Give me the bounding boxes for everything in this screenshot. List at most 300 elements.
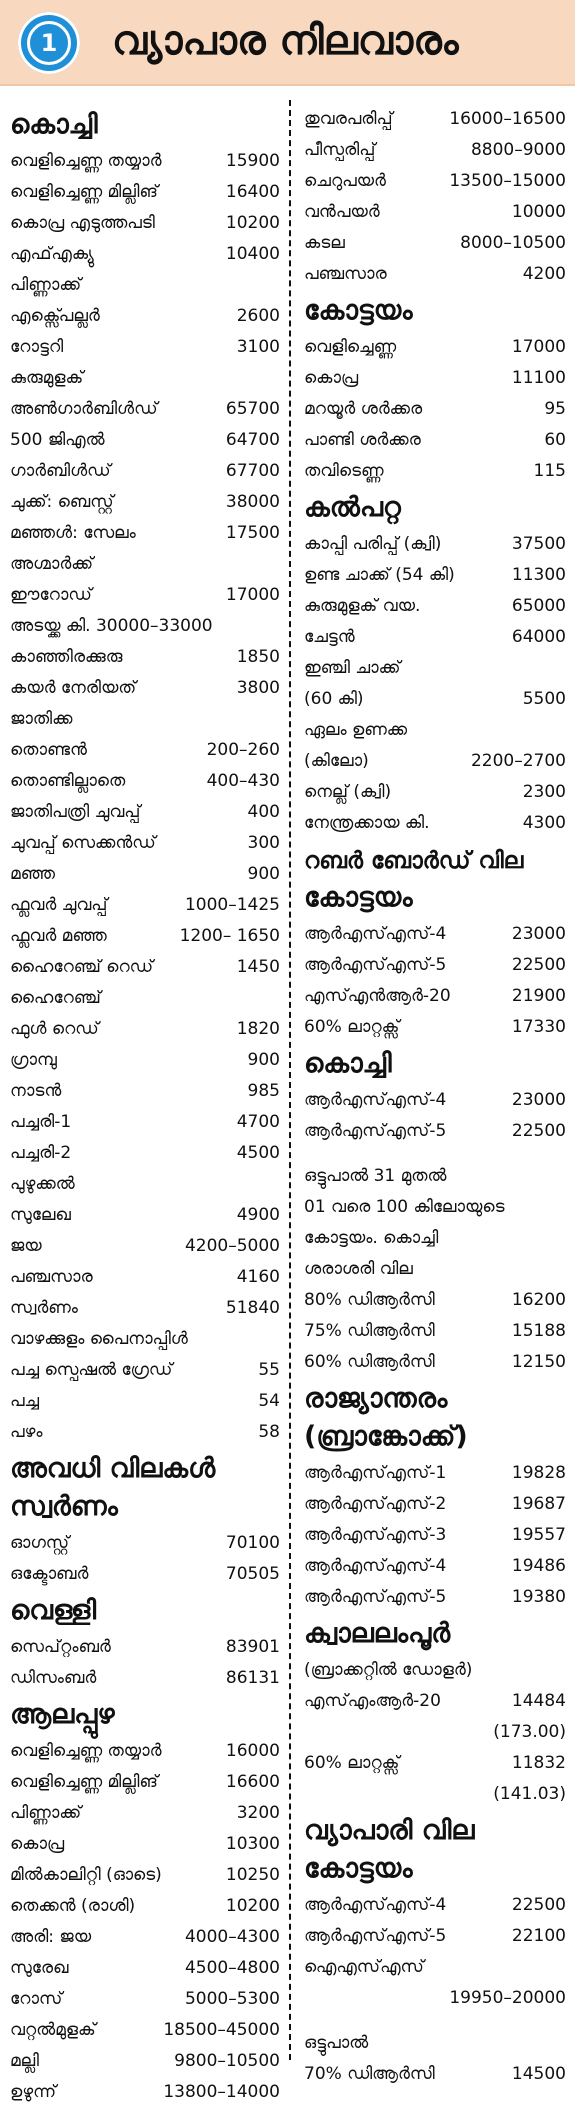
column-divider <box>289 100 291 2060</box>
section-heading: ക്വാലലംപൂർ <box>304 1618 451 1649</box>
section-heading: കൊച്ചി <box>304 1048 392 1079</box>
price-row <box>304 1489 566 1520</box>
item-price: 55 <box>258 1360 280 1380</box>
price-row <box>10 1355 280 1386</box>
item-name: ആർഎസ്എസ്-2 <box>304 1494 447 1514</box>
item-price: 3100 <box>236 337 280 357</box>
item-name: ആർഎസ്എസ്-5 <box>304 1587 447 1607</box>
price-row <box>304 1223 566 1254</box>
item-name: ഗാർബിൾഡ് <box>10 461 111 481</box>
price-row <box>304 1285 566 1316</box>
item-name: വെളിച്ചെണ്ണ തയ്യാർ <box>10 1741 162 1761</box>
item-name: 01 വരെ 100 കിലോയുടെ <box>304 1197 505 1217</box>
price-row <box>304 1921 566 1952</box>
price-row <box>304 1983 566 2014</box>
item-name: (ബ്രാക്കറ്റിൽ ഡോളർ) <box>304 1660 473 1680</box>
item-price: 3800 <box>236 678 280 698</box>
item-price: 17500 <box>225 523 280 543</box>
item-name: തൊണ്ടൻ <box>10 740 87 760</box>
section-heading: രാജ്യാന്തരം <box>304 1383 448 1414</box>
item-price: 19950–20000 <box>449 1988 566 2008</box>
item-price: 10300 <box>225 1834 280 1854</box>
price-row <box>10 1559 280 1590</box>
item-price: 64700 <box>225 430 280 450</box>
item-price: 95 <box>544 399 566 419</box>
item-price: 10000 <box>511 202 566 222</box>
price-row <box>304 1192 566 1223</box>
price-row <box>10 394 280 425</box>
item-name: ഹൈറേഞ്ച് റെഡ് <box>10 957 154 977</box>
price-row <box>10 177 280 208</box>
item-name: ഐഎസ്എസ് <box>304 1957 424 1977</box>
price-row <box>10 952 280 983</box>
item-price: 900 <box>247 1050 280 1070</box>
item-name: പച്ചരി-1 <box>10 1112 72 1132</box>
price-row <box>10 735 280 766</box>
price-row <box>304 1254 566 1285</box>
item-price: 54 <box>258 1391 280 1411</box>
item-price: 19486 <box>511 1556 566 1576</box>
item-price: 15188 <box>511 1321 566 1341</box>
item-name: ആർഎസ്എസ്-4 <box>304 924 447 944</box>
item-name: തവിടെണ്ണ <box>304 461 384 481</box>
item-name: 75% ഡിആർസി <box>304 1321 435 1341</box>
item-price: 38000 <box>225 492 280 512</box>
item-price: (173.00) <box>493 1722 566 1742</box>
item-price: 17000 <box>225 585 280 605</box>
item-price: 10200 <box>225 1896 280 1916</box>
section-heading: കൊച്ചി <box>10 109 98 140</box>
item-price: 900 <box>247 864 280 884</box>
item-price: 14484 <box>511 1691 566 1711</box>
item-name: വറ്റൽമുളക് <box>10 2020 96 2040</box>
price-row <box>304 363 566 394</box>
item-name: ഫ്ലവർ മഞ്ഞ <box>10 926 107 946</box>
item-price: 4200–5000 <box>184 1236 280 1256</box>
item-name: അഗ്മാർക്ക് <box>10 554 94 574</box>
item-price: 10400 <box>225 244 280 264</box>
item-price: 11100 <box>511 368 566 388</box>
number-badge <box>18 12 80 74</box>
item-price: 23000 <box>511 1090 566 1110</box>
price-row <box>10 208 280 239</box>
price-row <box>10 828 280 859</box>
price-row <box>10 1045 280 1076</box>
item-price: 9800–10500 <box>174 2051 280 2071</box>
price-row <box>304 653 566 684</box>
item-name: ആർഎസ്എസ്-5 <box>304 1926 447 1946</box>
item-price: 1820 <box>236 1019 280 1039</box>
item-price: 11300 <box>511 565 566 585</box>
item-name: എസ്എൻആർ-20 <box>304 986 451 1006</box>
item-name: ഇഞ്ചി ചാക്ക് <box>304 658 401 678</box>
item-price: 1850 <box>236 647 280 667</box>
price-row <box>10 859 280 890</box>
price-row <box>304 104 566 135</box>
price-row <box>304 591 566 622</box>
price-row <box>10 1107 280 1138</box>
item-price: 70100 <box>225 1533 280 1553</box>
item-price: 4160 <box>236 1267 280 1287</box>
price-row <box>10 642 280 673</box>
item-name: കാപ്പി പരിപ്പ് (ക്വി) <box>304 534 442 554</box>
price-row <box>10 766 280 797</box>
item-name: വെളിച്ചെണ്ണ <box>304 337 397 357</box>
price-row <box>10 580 280 611</box>
item-name: കടല <box>304 233 345 253</box>
price-row <box>304 1748 566 1779</box>
price-row <box>304 529 566 560</box>
item-price: 19380 <box>511 1587 566 1607</box>
item-price: 8000–10500 <box>460 233 566 253</box>
section-heading: വ്യാപാരി വില <box>304 1815 475 1846</box>
item-name: പഴം <box>10 1422 43 1442</box>
price-row <box>10 1922 280 1953</box>
price-row <box>10 611 280 642</box>
item-price: 12150 <box>511 1352 566 1372</box>
price-row <box>10 797 280 828</box>
item-name: പച്ച സ്പെഷൽ ഗ്രേഡ് <box>10 1360 173 1380</box>
item-name: ഈറോഡ് <box>10 585 92 605</box>
item-name: കാഞ്ഞിരക്കുരു <box>10 647 123 667</box>
price-row <box>10 1953 280 1984</box>
item-price: 65700 <box>225 399 280 419</box>
item-price: 16600 <box>225 1772 280 1792</box>
item-name: ഫ്ലവർ ചുവപ്പ് <box>10 895 108 915</box>
item-price: 2300 <box>522 782 566 802</box>
price-row <box>304 1347 566 1378</box>
item-price: 64000 <box>511 627 566 647</box>
item-name: വെളിച്ചെണ്ണ തയ്യാർ <box>10 151 162 171</box>
item-name: എക്സ്പെല്ലർ <box>10 306 100 326</box>
price-row <box>304 622 566 653</box>
item-price: 4500–4800 <box>184 1958 280 1978</box>
item-name: ആർഎസ്എസ്-5 <box>304 955 447 975</box>
price-row <box>304 425 566 456</box>
price-row <box>304 1520 566 1551</box>
item-name: ആർഎസ്എസ്-5 <box>304 1121 447 1141</box>
price-row <box>304 1717 566 1748</box>
item-price: 70505 <box>225 1564 280 1584</box>
item-name: ചെറുപയർ <box>304 171 386 191</box>
item-name: ജയ <box>10 1236 42 1256</box>
price-row <box>304 1686 566 1717</box>
price-row <box>304 560 566 591</box>
item-price: 13800–14000 <box>163 2082 280 2102</box>
item-price: 23000 <box>511 924 566 944</box>
price-row <box>10 270 280 301</box>
item-name: പഞ്ചസാര <box>10 1267 93 1287</box>
price-row <box>304 259 566 290</box>
section-heading: റബർ ബോർഡ് വില <box>304 848 524 874</box>
page-title: വ്യാപാര നിലവാരം <box>112 18 459 64</box>
item-price: 19557 <box>511 1525 566 1545</box>
item-name: ചേട്ടൻ <box>304 627 355 647</box>
price-row <box>10 146 280 177</box>
price-row <box>10 704 280 735</box>
price-row <box>10 1984 280 2015</box>
price-row <box>10 456 280 487</box>
item-name: പാണ്ടി ശർക്കര <box>304 430 421 450</box>
price-row <box>304 394 566 425</box>
price-row <box>10 1798 280 1829</box>
item-name: ഉഴുന്ന് <box>10 2082 57 2102</box>
item-name: കോട്ടയം. കൊച്ചി <box>304 1228 439 1248</box>
price-row <box>10 363 280 394</box>
item-name: ജാതിപത്രി ചുവപ്പ് <box>10 802 141 822</box>
price-row <box>10 2015 280 2046</box>
item-name: മഞ്ഞ <box>10 864 56 884</box>
item-price: 14500 <box>511 2064 566 2084</box>
item-name: സ്വർണം <box>10 1298 78 1318</box>
price-row <box>10 1860 280 1891</box>
price-row <box>10 487 280 518</box>
item-name: കുരുമുളക് <box>10 368 84 388</box>
item-name: വൻപയർ <box>304 202 380 222</box>
item-price: 17330 <box>511 1017 566 1037</box>
item-price: 11832 <box>511 1753 566 1773</box>
item-price: 5500 <box>522 689 566 709</box>
item-price: 22500 <box>511 955 566 975</box>
price-row <box>10 332 280 363</box>
price-row <box>10 1231 280 1262</box>
price-row <box>304 228 566 259</box>
price-row <box>10 2046 280 2077</box>
right-column <box>304 104 566 2090</box>
price-row <box>10 2077 280 2108</box>
item-price: 67700 <box>225 461 280 481</box>
item-name: മിൽകാലിറ്റി (ഓടെ) <box>10 1865 162 1885</box>
price-row <box>10 1528 280 1559</box>
item-price: 4700 <box>236 1112 280 1132</box>
price-row <box>304 684 566 715</box>
section-heading: കോട്ടയം <box>304 882 413 913</box>
price-row <box>304 715 566 746</box>
item-name: തൊണ്ടില്ലാതെ <box>10 771 126 791</box>
price-row <box>304 1316 566 1347</box>
item-name: 60% ഡിആർസി <box>304 1352 435 1372</box>
item-name: (കിലോ) <box>304 751 369 771</box>
price-row <box>10 1138 280 1169</box>
price-row <box>304 2028 566 2059</box>
price-row <box>10 1262 280 1293</box>
item-price: 16000–16500 <box>449 109 566 129</box>
item-name: നാടൻ <box>10 1081 62 1101</box>
item-name: വാഴക്കുളം പൈനാപ്പിൾ <box>10 1329 188 1349</box>
item-name: ഡിസംബർ <box>10 1668 97 1688</box>
price-row <box>304 950 566 981</box>
item-price: 22500 <box>511 1895 566 1915</box>
section-heading: (ബ്രാങ്കോക്ക്) <box>304 1421 468 1452</box>
item-price: 37500 <box>511 534 566 554</box>
price-row <box>10 1169 280 1200</box>
price-row <box>10 1076 280 1107</box>
price-row <box>10 1736 280 1767</box>
item-price: 8800–9000 <box>470 140 566 160</box>
price-row <box>304 1012 566 1043</box>
item-name: അൺഗാർബിൾഡ് <box>10 399 158 419</box>
item-price: 65000 <box>511 596 566 616</box>
price-row <box>304 1890 566 1921</box>
item-price: 15900 <box>225 151 280 171</box>
item-price: 400 <box>247 802 280 822</box>
section-heading: അവധി വിലകൾ <box>10 1453 216 1484</box>
price-row <box>304 1161 566 1192</box>
item-name: 80% ഡിആർസി <box>304 1290 435 1310</box>
price-row <box>10 425 280 456</box>
item-name: ചുവപ്പ് സെക്കൻഡ് <box>10 833 156 853</box>
item-price: 4200 <box>522 264 566 284</box>
price-row <box>304 808 566 839</box>
item-name: ഒക്ടോബർ <box>10 1564 89 1584</box>
page-header <box>0 0 575 86</box>
item-price: 21900 <box>511 986 566 1006</box>
item-name: ഒട്ടുപാൽ <box>304 2033 369 2053</box>
item-price: 400–430 <box>206 771 280 791</box>
item-price: 16000 <box>225 1741 280 1761</box>
section-heading: കോട്ടയം <box>304 295 413 326</box>
item-price: 51840 <box>225 1298 280 1318</box>
section-heading: ആലപ്പുഴ <box>10 1699 115 1730</box>
price-row <box>304 1116 566 1147</box>
item-name: 500 ജിഎൽ <box>10 430 105 450</box>
price-row <box>304 1779 566 1810</box>
item-price: 18500–45000 <box>163 2020 280 2040</box>
price-row <box>304 919 566 950</box>
price-row <box>10 1014 280 1045</box>
price-row <box>10 1417 280 1448</box>
item-name: പച്ചരി-2 <box>10 1143 72 1163</box>
badge-number: 1 <box>27 21 71 65</box>
left-column <box>10 104 280 2108</box>
item-price: 19687 <box>511 1494 566 1514</box>
item-price: 16400 <box>225 182 280 202</box>
price-row <box>304 456 566 487</box>
item-price: 4300 <box>522 813 566 833</box>
item-price: 3200 <box>236 1803 280 1823</box>
item-price: 22500 <box>511 1121 566 1141</box>
item-name: എസ്എംആർ-20 <box>304 1691 441 1711</box>
price-row <box>10 983 280 1014</box>
price-row <box>10 890 280 921</box>
item-name: മറയൂർ ശർക്കര <box>304 399 423 419</box>
item-name: അടയ്ക്ക കി. 30000–33000 <box>10 616 213 636</box>
item-price: 4500 <box>236 1143 280 1163</box>
price-row <box>304 746 566 777</box>
item-name: കൊപ്ര എടുത്തപടി <box>10 213 155 233</box>
item-name: 60% ലാറ്റക്സ് <box>304 1753 400 1773</box>
item-name: പഞ്ചസാര <box>304 264 387 284</box>
item-name: പിണ്ണാക്ക് <box>10 1803 82 1823</box>
item-name: ആർഎസ്എസ്-1 <box>304 1463 447 1483</box>
price-row <box>304 197 566 228</box>
price-row <box>304 135 566 166</box>
item-name: ഫുൾ റെഡ് <box>10 1019 99 1039</box>
spacer <box>304 1147 566 1161</box>
item-price: 19828 <box>511 1463 566 1483</box>
price-row <box>304 332 566 363</box>
item-price: 58 <box>258 1422 280 1442</box>
item-name: പച്ച <box>10 1391 40 1411</box>
price-row <box>10 1632 280 1663</box>
item-name: ഗ്രാമ്പു <box>10 1050 57 1070</box>
item-price: 2600 <box>236 306 280 326</box>
item-name: റോസ് <box>10 1989 63 2009</box>
price-row <box>10 1293 280 1324</box>
item-name: ചുക്ക്: ബെസ്റ്റ് <box>10 492 114 512</box>
item-price: 22100 <box>511 1926 566 1946</box>
item-price: 1000–1425 <box>184 895 280 915</box>
item-price: 5000–5300 <box>184 1989 280 2009</box>
price-row <box>304 2059 566 2090</box>
item-price: 16200 <box>511 1290 566 1310</box>
item-name: ഏലം ഉണക്ക <box>304 720 408 740</box>
item-name: നേന്ത്രക്കായ കി. <box>304 813 430 833</box>
price-row <box>304 1085 566 1116</box>
item-name: ഒട്ടുപാൽ 31 മുതൽ <box>304 1166 447 1186</box>
price-row <box>304 1952 566 1983</box>
price-row <box>10 673 280 704</box>
item-name: ജാതിക്ക <box>10 709 73 729</box>
item-name: വെളിച്ചെണ്ണ മില്ലിങ് <box>10 182 158 202</box>
section-heading: സ്വർണം <box>10 1491 118 1522</box>
item-name: എഫ്എക്യു <box>10 244 94 264</box>
item-name: 70% ഡിആർസി <box>304 2064 435 2084</box>
item-price: 115 <box>533 461 566 481</box>
item-name: സെപ്റ്റംബർ <box>10 1637 111 1657</box>
item-price: 985 <box>247 1081 280 1101</box>
price-row <box>304 1655 566 1686</box>
item-name: തുവരപരിപ്പ് <box>304 109 393 129</box>
item-name: കുരുമുളക് വയ. <box>304 596 421 616</box>
item-name: ഹൈറേഞ്ച് <box>10 988 101 1008</box>
price-row <box>304 981 566 1012</box>
section-heading: വെള്ളി <box>10 1595 97 1626</box>
price-row <box>304 1582 566 1613</box>
item-price: 1450 <box>236 957 280 977</box>
item-price: 13500–15000 <box>449 171 566 191</box>
price-row <box>10 1386 280 1417</box>
price-row <box>10 1324 280 1355</box>
item-price: 300 <box>247 833 280 853</box>
item-name: അരി: ജയ <box>10 1927 92 1947</box>
price-row <box>10 518 280 549</box>
section-heading: കോട്ടയം <box>304 1853 413 1884</box>
item-price: 2200–2700 <box>470 751 566 771</box>
item-price: (141.03) <box>493 1784 566 1804</box>
price-row <box>10 921 280 952</box>
price-row <box>304 166 566 197</box>
item-name: വെളിച്ചെണ്ണ മില്ലിങ് <box>10 1772 158 1792</box>
item-name: 60% ലാറ്റക്സ് <box>304 1017 400 1037</box>
item-name: (60 കി) <box>304 689 364 709</box>
item-name: റോട്ടറി <box>10 337 64 357</box>
spacer <box>304 2014 566 2028</box>
price-row <box>304 1458 566 1489</box>
price-row <box>10 549 280 580</box>
item-name: ഉണ്ട ചാക്ക് (54 കി) <box>304 565 455 585</box>
section-heading: കൽപറ്റ <box>304 492 401 523</box>
price-row <box>10 1200 280 1231</box>
item-price: 1200– 1650 <box>179 926 280 946</box>
item-name: പുഴുക്കൽ <box>10 1174 75 1194</box>
item-price: 10250 <box>225 1865 280 1885</box>
item-price: 60 <box>544 430 566 450</box>
item-name: കൊപ്ര <box>10 1834 65 1854</box>
price-row <box>10 239 280 270</box>
price-row <box>10 1829 280 1860</box>
item-name: ആർഎസ്എസ്-4 <box>304 1895 447 1915</box>
